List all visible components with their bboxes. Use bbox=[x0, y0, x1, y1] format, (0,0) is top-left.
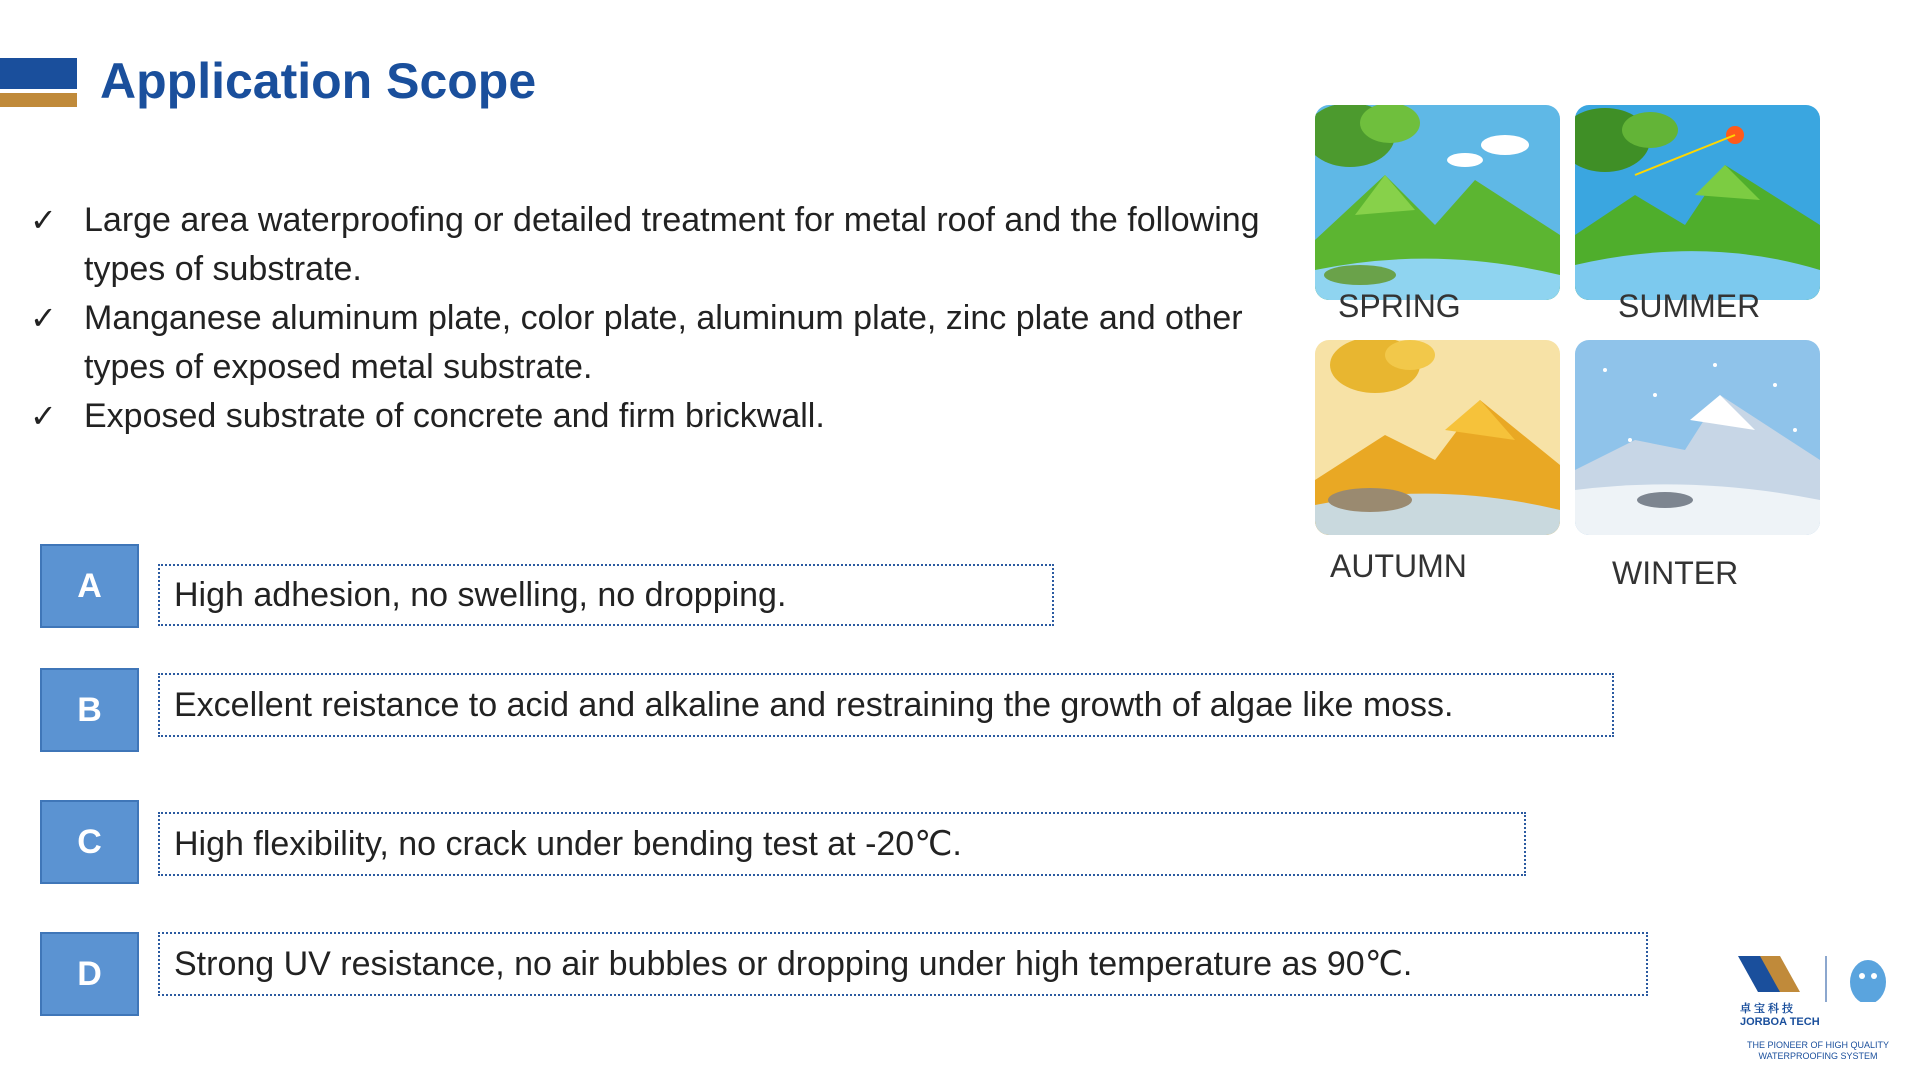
checkmark-icon: ✓ bbox=[30, 299, 57, 337]
checkmark-icon: ✓ bbox=[30, 397, 57, 435]
autumn-scene-icon bbox=[1315, 340, 1560, 535]
bullet-item bbox=[30, 294, 1260, 392]
bullet-item bbox=[30, 196, 1260, 294]
season-label-spring: SPRING bbox=[1338, 288, 1461, 324]
bullet-text: Large area waterproofing or detailed treatment for metal roof and the following types of substrate. bbox=[84, 201, 1260, 288]
feature-text-box: Excellent reistance to acid and alkaline and restraining the growth of algae like moss. bbox=[158, 673, 1614, 737]
autumn-illustration bbox=[1315, 340, 1560, 535]
season-label-winter: WINTER bbox=[1612, 555, 1739, 591]
bullet-text: Exposed substrate of concrete and firm brickwall. bbox=[84, 397, 825, 435]
bullet-item bbox=[30, 392, 1260, 441]
spring-scene-icon bbox=[1315, 105, 1560, 300]
feature-text-box: High flexibility, no crack under bending test at -20℃. bbox=[158, 812, 1526, 876]
feature-text-box: Strong UV resistance, no air bubbles or dropping under high temperature as 90℃. bbox=[158, 932, 1648, 996]
feature-letter-badge: D bbox=[40, 932, 139, 1016]
bullet-text: Manganese aluminum plate, color plate, aluminum plate, zinc plate and other types of exposed metal substrate. bbox=[84, 299, 1243, 386]
summer-illustration bbox=[1575, 105, 1820, 300]
logo-slogan bbox=[1728, 1040, 1908, 1062]
season-label-summer: SUMMER bbox=[1618, 288, 1761, 324]
summer-scene-icon bbox=[1575, 105, 1820, 300]
logo-english-name: JORBOA TECH bbox=[1740, 1016, 1820, 1028]
spring-illustration bbox=[1315, 105, 1560, 300]
logo-slogan-line-2: WATERPROOFING SYSTEM bbox=[1758, 1051, 1878, 1061]
season-label-autumn: AUTUMN bbox=[1330, 548, 1467, 584]
logo-chinese-name: 卓宝科技 bbox=[1740, 1003, 1796, 1015]
checkmark-icon: ✓ bbox=[30, 201, 57, 239]
winter-illustration bbox=[1575, 340, 1820, 535]
title-accent-bar-blue bbox=[0, 58, 77, 89]
feature-letter-badge: C bbox=[40, 800, 139, 884]
feature-letter-badge: A bbox=[40, 544, 139, 628]
seasons-illustration bbox=[1300, 100, 1840, 600]
logo-slogan-line-1: THE PIONEER OF HIGH QUALITY bbox=[1746, 1040, 1890, 1050]
bullet-list bbox=[30, 196, 1260, 441]
jorboa-logo-icon bbox=[1728, 952, 1908, 1002]
feature-text-box: High adhesion, no swelling, no dropping. bbox=[158, 564, 1054, 626]
winter-scene-icon bbox=[1575, 340, 1820, 535]
page-title: Application Scope bbox=[100, 53, 537, 109]
title-accent-bar-gold bbox=[0, 93, 77, 107]
feature-letter-badge: B bbox=[40, 668, 139, 752]
